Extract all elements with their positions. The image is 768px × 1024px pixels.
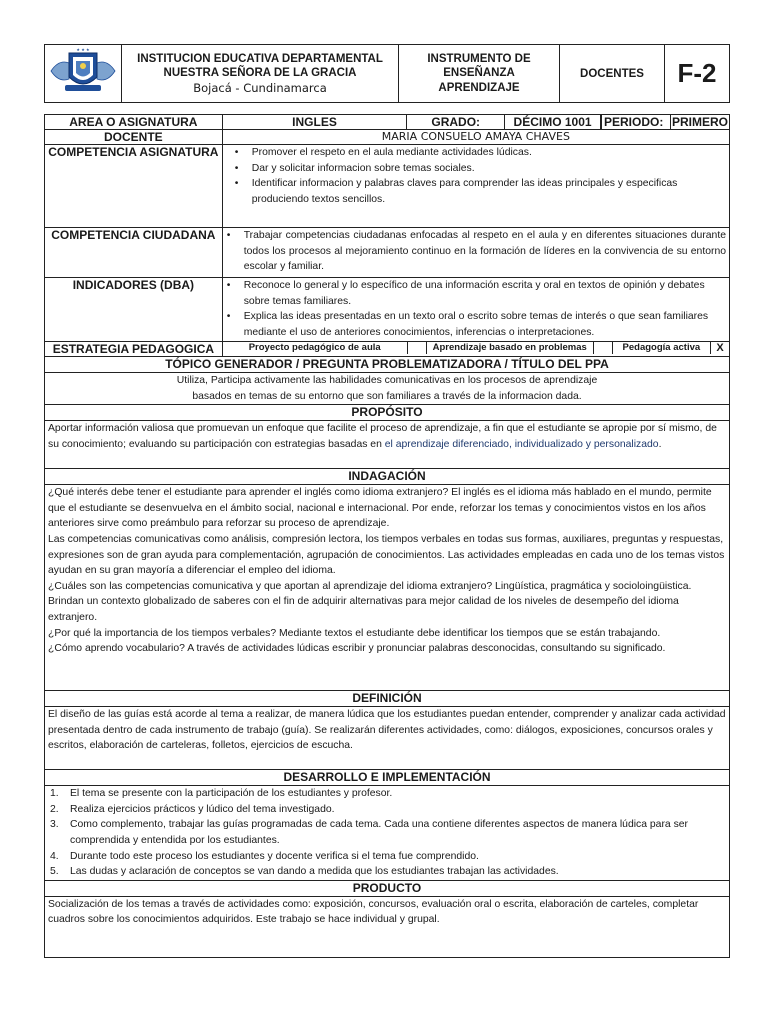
topico-title: TÓPICO GENERADOR / PREGUNTA PROBLEMATIZADORA / TÍTULO DEL PPA — [45, 357, 730, 373]
desarrollo-content — [45, 786, 730, 881]
producto-title: PRODUCTO — [45, 880, 730, 896]
desarrollo-list — [48, 786, 726, 880]
instrument-line2: ENSEÑANZA — [443, 67, 515, 80]
institution-name: INSTITUCION EDUCATIVA DEPARTAMENTAL — [137, 52, 383, 65]
list-item: 2. Realiza ejercicios prácticos y lúdico del tema investigado. — [50, 803, 335, 815]
list-item: • Dar y solicitar informacion sobre temas sociales. — [252, 161, 726, 177]
desarrollo-title: DESARROLLO E IMPLEMENTACIÓN — [45, 770, 730, 786]
indicadores-label: INDICADORES (DBA) — [45, 278, 223, 342]
producto-title-row — [45, 880, 730, 896]
desarrollo-title-row — [45, 770, 730, 786]
indagacion-title-row — [45, 469, 730, 485]
list-item: 4. Durante todo este proceso los estudiantes y docente verifica si el tema fue comprendido. — [50, 850, 479, 862]
proposito-highlight: el aprendizaje diferenciado, individualizado y personalizado — [384, 438, 659, 450]
definicion-content: El diseño de las guías está acorde al tema a realizar, de manera lúdica que los estudiantes puedan entender, comprender y analizar cada actividad presentada dentro de cada instrumento de trabajo (guía). Se realizarán diferentes actividades, como: diálogos, exposiciones, concursos orales y escritos, elaboración de carteleras, folletos, ejercicios de escucha. — [45, 707, 730, 770]
indagacion-title: INDAGACIÓN — [45, 469, 730, 485]
estrategia-row — [45, 342, 730, 357]
topico-content-row — [45, 373, 730, 405]
area-label: AREA O ASIGNATURA — [45, 115, 223, 130]
period-value: PRIMERO — [671, 115, 728, 129]
strategy-box-problemas[interactable] — [593, 342, 612, 354]
lesson-plan-table — [44, 114, 730, 958]
strategy-option-activa: Pedagogía activa — [612, 342, 710, 354]
indagacion-paragraph: ¿Cómo aprendo vocabulario? A través de actividades lúdicas escribir y pronunciar palabras desconocidas, consultando su significado. — [48, 643, 666, 655]
indicadores-content — [222, 278, 729, 342]
list-item: 5. Las dudas y aclaración de conceptos se van dando a medida que los estudiantes trabajan las actividades. — [50, 866, 559, 878]
estrategia-label: ESTRATEGIA PEDAGOGICA — [45, 342, 223, 357]
teacher-label: DOCENTE — [45, 130, 223, 145]
topico-title-row — [45, 357, 730, 373]
institution-location: Bojacá - Cundinamarca — [193, 80, 327, 95]
svg-text:★ ★ ★: ★ ★ ★ — [76, 47, 90, 52]
grade-value: DÉCIMO 1001 — [505, 115, 600, 129]
proposito-content — [45, 421, 730, 469]
strategy-option-problemas: Aprendizaje basado en problemas — [426, 342, 593, 354]
logo-cell — [45, 45, 122, 103]
indagacion-paragraph: ¿Por qué la importancia de los tiempos verbales? Mediante textos el estudiante debe identificar los tiempos que se están trabajando. — [48, 627, 661, 639]
indagacion-paragraph: ¿Qué interés debe tener el estudiante para aprender el inglés como idioma extranjero? El inglés es el idioma más hablado en el mundo, permite que el estudiante se desenvuelva en el ámbito social, nacional e internacional. Por ende, reforzar los temas y conocimientos vistos en los años anteriores sirve como preámbulo para reforzar su proceso de aprendizaje. — [48, 487, 712, 530]
proposito-content-row — [45, 421, 730, 469]
indagacion-paragraph: Las competencias comunicativas como análisis, compresión lectora, los tiempos verbales en todas sus formas, auxiliares, preguntas y respuestas, expresiones son de gran ayuda para complementación, agrupación de conocimientos. Las actividades empleadas en cada uno de los temas vistos ayudan en su gran mayoría a diferenciar el empleo del idioma. — [48, 533, 725, 577]
list-item: • Identificar informacion y palabras claves para comprender las ideas principales y especificas produciendo textos sencillos. — [252, 176, 726, 207]
definicion-title: DEFINICIÓN — [45, 691, 730, 707]
competencia-asignatura-list — [226, 145, 726, 207]
strategy-box-proyecto[interactable] — [407, 342, 426, 354]
indagacion-content-row — [45, 485, 730, 691]
competencia-ciudadana-content — [222, 228, 729, 278]
proposito-text: Aportar información valiosa que promuevan un enfoque que facilite el proceso de aprendizaje, a fin que el estudiante se apropie por sí mismo, de su conocimiento; evaluando su participación con estrategias basadas en — [48, 423, 717, 450]
school-crest-logo — [45, 45, 121, 97]
indicadores-row — [45, 278, 730, 342]
competencia-ciudadana-label: COMPETENCIA CIUDADANA — [45, 228, 223, 278]
period-label: PERIODO: — [602, 115, 671, 129]
list-item: • Explica las ideas presentadas en un texto oral o escrito sobre temas de interés o que sean familiares mediante el uso de anteriores conocimientos, inferencias o interpretaciones. — [244, 309, 726, 340]
topico-line2: basados en temas de su entorno que son familiares a través de la informacion dada. — [192, 390, 582, 402]
competencia-asignatura-content — [222, 145, 729, 228]
desarrollo-content-row — [45, 786, 730, 881]
topico-content — [45, 373, 730, 405]
teacher-name: MARIA CONSUELO AMAYA CHAVES — [222, 130, 729, 145]
definicion-title-row — [45, 691, 730, 707]
strategy-option-proyecto: Proyecto pedagógico de aula — [223, 342, 408, 354]
list-item: • Promover el respeto en el aula mediante actividades lúdicas. — [252, 145, 726, 161]
institution-block — [122, 45, 399, 103]
proposito-title-row — [45, 405, 730, 421]
competencia-ciudadana-row — [45, 228, 730, 278]
area-value: INGLES — [222, 115, 407, 130]
producto-content-row — [45, 896, 730, 957]
proposito-title: PROPÓSITO — [45, 405, 730, 421]
audience-cell: DOCENTES — [560, 45, 665, 103]
list-item: • Reconoce lo general y lo específico de una información escrita y oral en textos de opinión y debates sobre temas familiares. — [244, 278, 726, 309]
indicadores-list — [226, 278, 726, 340]
form-code: F-2 — [665, 45, 730, 103]
teacher-row — [45, 130, 730, 145]
proposito-end: . — [658, 438, 662, 450]
indagacion-content — [45, 485, 730, 691]
strategy-box-activa[interactable]: X — [716, 342, 724, 354]
info-row — [45, 115, 730, 130]
institution-subname: NUESTRA SEÑORA DE LA GRACIA — [163, 67, 357, 80]
grade-label: GRADO: — [407, 115, 505, 130]
instrument-line3: APRENDIZAJE — [438, 81, 520, 94]
instrument-line1: INSTRUMENTO DE — [427, 52, 531, 65]
topico-line1: Utiliza, Participa activamente las habilidades comunicativas en los procesos de aprendizaje — [176, 375, 598, 386]
list-item: 1. El tema se presente con la participación de los estudiantes y profesor. — [50, 788, 393, 800]
document-header — [44, 44, 730, 103]
competencia-asignatura-row — [45, 145, 730, 228]
definicion-content-row — [45, 707, 730, 770]
competencia-asignatura-label: COMPETENCIA ASIGNATURA — [45, 145, 223, 228]
list-item: • Trabajar competencias ciudadanas enfocadas al respeto en el aula y en diferentes situaciones durante todos los procesos al mejoramiento continuo en la formación de líderes en la convivencia de su entorno escolar y familiar. — [244, 228, 726, 275]
producto-content: Socialización de los temas a través de actividades como: exposición, concursos, evaluación oral o escrita, elaboración de carteles, completar cuadros sobre los conocimientos adquiridos. Este trabajo se hace individual y grupal. — [45, 896, 730, 957]
indagacion-paragraph: ¿Cuáles son las competencias comunicativa y que aportan al aprendizaje del idioma extranjero? Lingüística, pragmática y socioloingüistica. Brindan un contexto globalizado de saberes con el fin de adquirir alternativas para mejor calidad de los niveles de desempeño del idioma extranjero. — [48, 580, 692, 623]
instrument-block — [399, 45, 560, 103]
competencia-ciudadana-list — [226, 228, 726, 275]
list-item: 3. Como complemento, trabajar las guías programadas de cada tema. Cada una contiene diferentes aspectos de manera lúdica para ser comprendida y entendida por los estudiantes. — [50, 819, 689, 846]
